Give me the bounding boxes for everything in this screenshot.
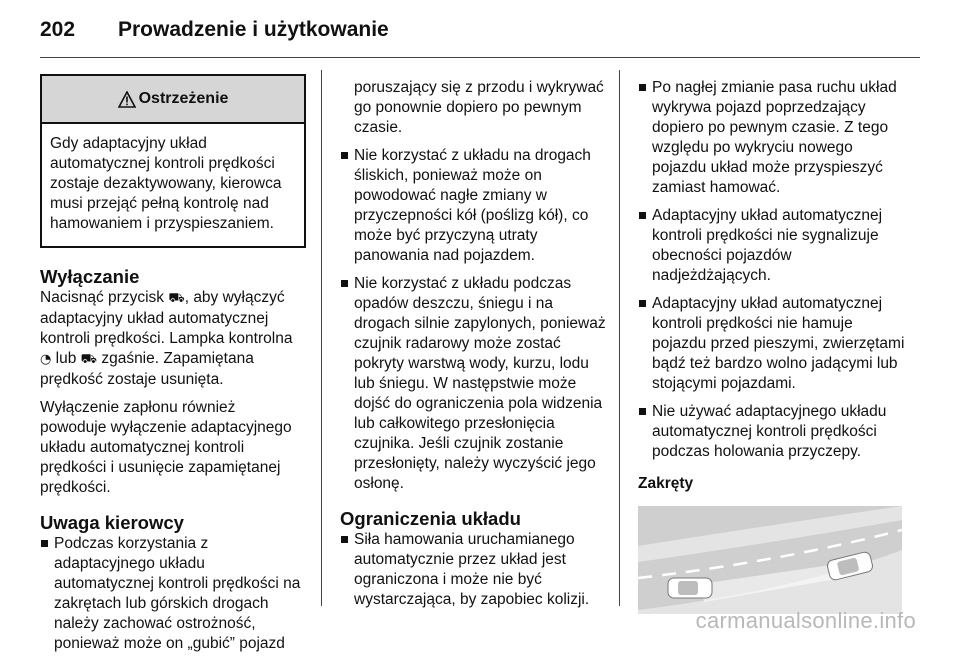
column-1 [40,74,304,662]
list-item-continuation: poruszający się z przodu i wykrywać go ponownie dopiero po pewnym czasie. [354,79,604,136]
header-divider [40,57,920,58]
cruise-control-icon: ⛟ [80,352,98,367]
section-heading-driver-note: Uwaga kierowcy [40,512,184,533]
list-item: Nie korzystać z układu podczas opadów deszczu, śniegu i na drogach silnie zapylonych, ponieważ czujnik radarowy może zostać pokryty warstwą wody, kurzu, lodu lub śniegu. W następstwie może dojść do ograniczenia pola widzenia lub całkowitego przesłonięcia czujnika. Jeśli czujnik zostanie przesłonięty, należy wyczyścić jego osłonę. [340,274,608,494]
off-paragraph-2: Wyłączenie zapłonu również powoduje wyłączenie adaptacyjnego układu automatycznej kontroli prędkości i usunięcie zapamiętanej prędkości. [40,399,292,496]
curve-illustration [638,506,902,614]
cruise-control-icon: ⛟ [168,291,185,306]
off-paragraph-1: Nacisnąć przycisk ⛟, aby wyłączyć adaptacyjny układ automatycznej kontroli prędkości. Lampka kontrolna ◔ lub ⛟ zgaśnie. Zapamiętana prędkość zostaje usunięta. [40,289,293,388]
page-title: Prowadzenie i użytkowanie [118,18,389,41]
list-item: Po nagłej zmianie pasa ruchu układ wykrywa pojazd poprzedzający dopiero po pewnym czasie. Z tego względu po wykryciu nowego pojazdu układ może przyspieszyć zamiast hamować. [638,78,906,198]
car-icon [668,578,712,598]
limits-list [340,530,608,610]
page-number: 202 [40,18,76,41]
column-2 [340,78,608,618]
warning-text: Gdy adaptacyjny układ automatycznej kontroli prędkości zostaje dezaktywowany, kierowca musi przejąć pełną kontrolę nad hamowaniem i przyspieszaniem. [50,135,282,232]
limits-list-cont [638,78,906,462]
section-heading-curves: Zakręty [638,475,694,492]
warning-box [40,74,306,248]
warning-header [42,76,304,124]
column-divider [321,70,322,606]
page-header [40,10,920,50]
list-item: Nie używać adaptacyjnego układu automatycznej kontroli prędkości podczas holowania przyczepy. [638,402,906,462]
column-divider [619,70,620,606]
speedometer-lamp-icon: ◔ [40,352,52,367]
list-item: Adaptacyjny układ automatycznej kontroli prędkości nie sygnalizuje obecności pojazdów nadjeżdżających. [638,206,906,286]
section-heading-off: Wyłączanie [40,266,140,287]
driver-note-list [40,534,304,654]
list-item: Adaptacyjny układ automatycznej kontroli prędkości nie hamuje pojazdu przed pieszymi, zwierzętami bądź też bardzo wolno jadącymi lub stojącymi pojazdami. [638,294,906,394]
list-item: Podczas korzystania z adaptacyjnego układu automatycznej kontroli prędkości na zakrętach lub górskich drogach należy zachować ostrożność, ponieważ może on „gubić” pojazd [40,534,304,654]
watermark: carmanualsonline.info [695,608,916,633]
column-3 [638,78,906,614]
warning-title: Ostrzeżenie [138,90,229,107]
warning-triangle-icon [118,91,136,108]
driver-note-list-cont [340,146,608,494]
list-item: Nie korzystać z układu na drogach śliskich, ponieważ może on powodować nagłe zmiany w przyczepności kół (poślizg kół), co może być przyczyną utraty panowania nad pojazdem. [340,146,608,266]
section-heading-limits: Ograniczenia układu [340,508,521,529]
list-item: Siła hamowania uruchamianego automatycznie przez układ jest ograniczona i może nie być wystarczająca, by zapobiec kolizji. [340,530,608,610]
